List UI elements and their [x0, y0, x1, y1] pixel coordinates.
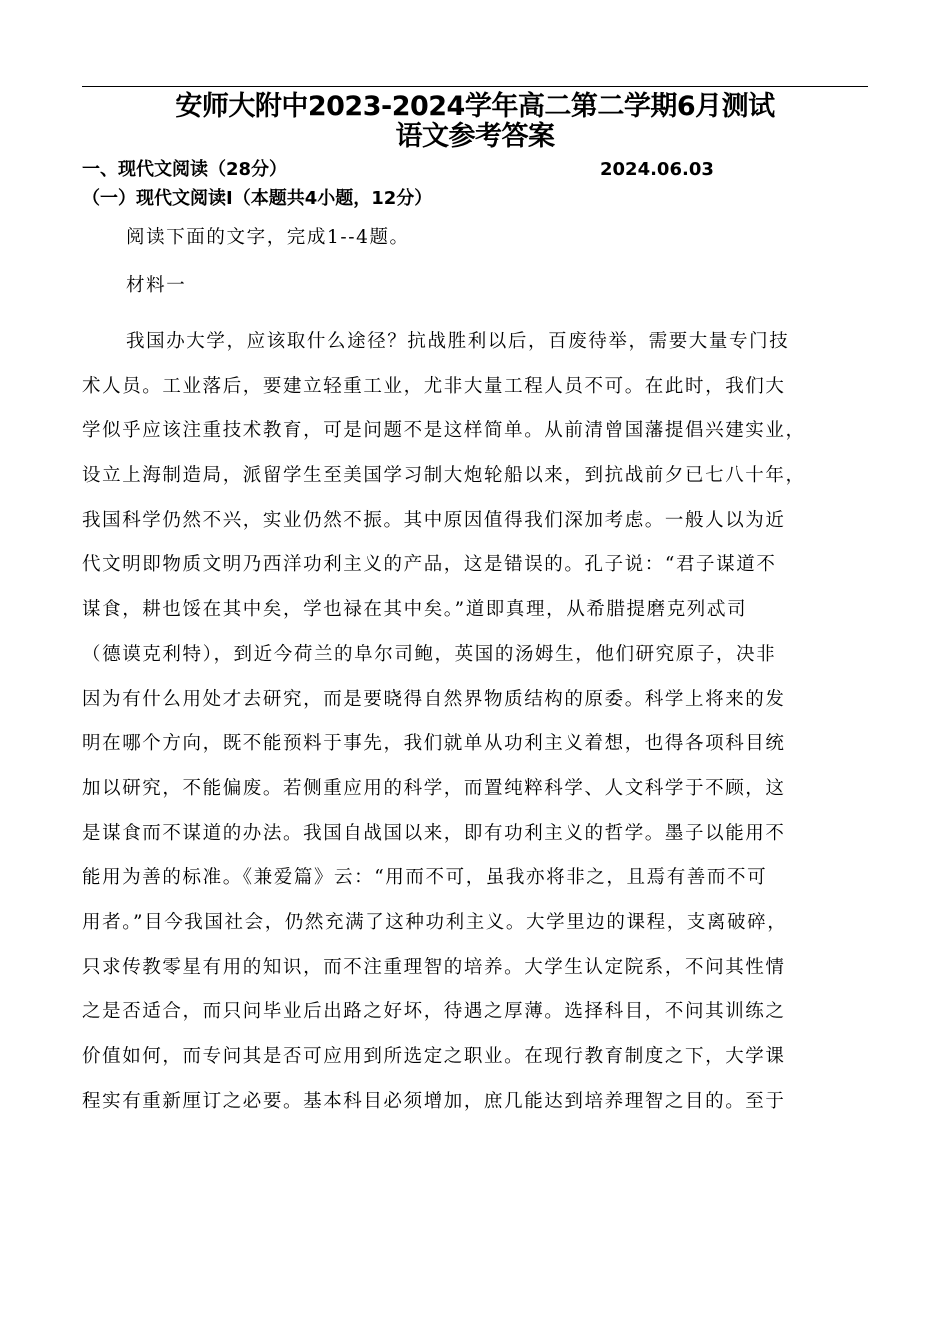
body-line: 我国办大学，应该取什么途径？抗战胜利以后，百废待举，需要大量专门技	[126, 331, 790, 352]
body-line: 设立上海制造局，派留学生至美国学习制大炮轮船以来，到抗战前夕已七八十年，	[82, 465, 806, 487]
body-line: 程实有重新厘订之必要。基本科目必须增加，庶几能达到培养理智之目的。至于	[82, 1090, 786, 1112]
subsection-heading: （一）现代文阅读Ⅰ（本题共4小题，12分）	[82, 188, 433, 209]
body-line: 价值如何，而专问其是否可应用到所选定之职业。在现行教育制度之下，大学课	[82, 1046, 786, 1067]
body-line: 明在哪个方向，既不能预料于事先，我们就单从功利主义着想，也得各项科目统	[82, 733, 786, 755]
body-line: 用者。”目今我国社会，仍然充满了这种功利主义。大学里边的课程，支离破碎，	[82, 911, 788, 933]
body-line: 加以研究，不能偏废。若侧重应用的科学，而置纯粹科学、人文科学于不顾，这	[82, 777, 786, 799]
body-line: 因为有什么用处才去研究，而是要晓得自然界物质结构的原委。科学上将来的发	[82, 688, 786, 710]
body-line: 学似乎应该注重技术教育，可是问题不是这样简单。从前清曾国藩提倡兴建实业，	[82, 420, 806, 442]
body-line: 我国科学仍然不兴，实业仍然不振。其中原因值得我们深加考虑。一般人以为近	[82, 509, 786, 531]
body-line: （德谟克利特），到近今荷兰的阜尔司鲍，英国的汤姆生，他们研究原子，决非	[82, 643, 777, 665]
body-line: 是谋食而不谋道的办法。我国自战国以来，即有功利主义的哲学。墨子以能用不	[82, 822, 786, 844]
body-line: 谋食，耕也馁在其中矣，学也禄在其中矣。”道即真理，从希腊提磨克列忒司	[82, 599, 748, 621]
document-title: 安师大附中2023-2024学年高二第二学期6月测试	[175, 91, 775, 122]
document-date: 2024.06.03	[600, 159, 714, 180]
body-line: 只求传教零星有用的知识，而不注重理智的培养。大学生认定院系，不问其性情	[82, 956, 786, 978]
body-line: 能用为善的标准。《兼爱篇》云：“用而不可，虽我亦将非之，且焉有善而不可	[82, 867, 768, 889]
reading-instruction: 阅读下面的文字，完成1--4题。	[126, 227, 410, 248]
body-paragraph	[82, 320, 872, 1124]
section-heading-row	[82, 157, 868, 183]
body-line: 之是否适合，而只问毕业后出路之好坏，待遇之厚薄。选择科目，不问其训练之	[82, 1001, 786, 1023]
section-heading: 一、现代文阅读（28分）	[82, 159, 288, 180]
body-line: 代文明即物质文明乃西洋功利主义的产品，这是错误的。孔子说：“君子谋道不	[82, 554, 777, 576]
body-line: 术人员。工业落后，要建立轻重工业，尤非大量工程人员不可。在此时，我们大	[82, 375, 786, 397]
material-label: 材料一	[126, 275, 187, 296]
document-subtitle: 语文参考答案	[395, 121, 555, 152]
header-rule	[82, 86, 868, 87]
